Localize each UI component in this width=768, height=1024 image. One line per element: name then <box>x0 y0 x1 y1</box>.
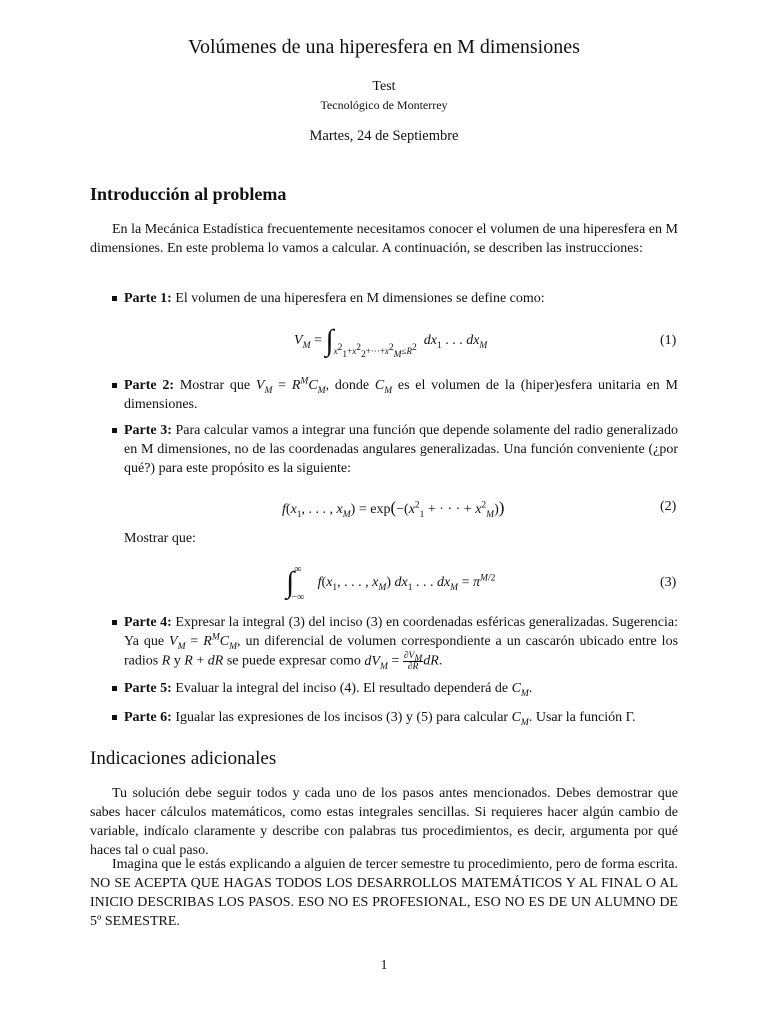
date: Martes, 24 de Septiembre <box>309 128 459 144</box>
author: Test <box>372 79 396 94</box>
bullet-icon <box>112 715 117 720</box>
list-item-parte-5: Parte 5: Evaluar la integral del inciso (4). El resultado dependerá de $C_M$. <box>124 679 678 698</box>
mostrar-que-text: Mostrar que: <box>124 531 196 546</box>
list-item-parte-2: Parte 2: Mostrar que $V_M = R^MC_M$, donde $C_M$ es el volumen de la (hiper)esfera unitaria en M dimensiones. <box>124 376 678 414</box>
part-label: Parte 1: <box>124 291 172 306</box>
list-item-parte-6: Parte 6: Igualar las expresiones de los incisos (3) y (5) para calcular $C_M$. Usar la función Γ. <box>124 708 678 727</box>
list-item-parte-4: Parte 4: Expresar la integral (3) del inciso (3) en coordenadas esféricas generalizadas. Sugerencia: Ya que $V_M = R^MC_M$, un diferencial de volumen correspondiente a un cascarón ubicado entre los radios R y R + dR se puede expresar como $dV_M$ = $\frac{\partial V_M}{\partial R}$ dR. <box>124 613 678 672</box>
fraction-dvm-dr: $\frac{\partial V_M}{\partial R}$ <box>403 651 423 672</box>
part-text: , donde <box>325 378 370 393</box>
part-text: Expresar la integral (3) del inciso (3) en coordenadas esféricas generalizadas. Sugerencia: Ya que <box>124 615 678 649</box>
intro-paragraph: En la Mecánica Estadística frecuentemente necesitamos conocer el volumen de una hiperesfera en M dimensiones. En este problema lo vamos a calcular. A continuación, se describen las instrucciones: <box>90 222 678 256</box>
equation-number-1: (1) <box>660 333 677 348</box>
list-item-parte-1 <box>124 289 678 308</box>
part-text: y <box>173 653 181 669</box>
section-heading-intro: Introducción al problema <box>90 184 287 204</box>
part-text: se puede expresar como <box>226 653 361 669</box>
bullet-icon <box>112 296 117 301</box>
indicaciones-paragraph-2: Imagina que le estás explicando a alguien de tercer semestre tu procedimiento, pero de forma escrita. NO SE ACEPTA QUE HAGAS TODOS LOS DESARROLLOS MATEMÁTICOS Y AL FINAL O AL INICIO DESCRIBAS LOS PASOS. ESO NO ES PROFESIONAL, ESO NO ES DE UN ALUMNO DE 5º SEMESTRE. <box>90 857 678 929</box>
part-text: Igualar las expresiones de los incisos (3) y (5) para calcular <box>175 710 509 725</box>
affiliation: Tecnológico de Monterrey <box>320 98 448 112</box>
part-text: , un diferencial de volumen correspondiente a un cascarón ubicado entre los radios <box>124 634 679 669</box>
part-text: Mostrar que <box>179 378 251 393</box>
part-text: Evaluar la integral del inciso (4). El resultado dependerá de <box>175 681 509 696</box>
page-number: 1 <box>380 958 388 973</box>
part-label: Parte 4: <box>124 615 172 630</box>
bullet-icon <box>112 686 117 691</box>
equation-number-3: (3) <box>660 575 677 590</box>
part-text: . Usar la función Γ. <box>528 710 636 725</box>
part-text: es el volumen de la (hiper)esfera unitaria en M dimensiones. <box>124 378 678 412</box>
equation-number-2: (2) <box>660 499 677 514</box>
equation-2: $f(x_1$, . . . , $x_M) = \exp(-(x^2_1$ + · · · + $x^2_M$)) <box>282 498 505 520</box>
part-text: Para calcular vamos a integrar una función que depende solamente del radio generalizado en M dimensiones, no de las coordenadas angulares generalizadas. Una función conveniente (¿por qué?) para este propósito es la siguiente: <box>124 423 679 476</box>
document-title: Volúmenes de una hiperesfera en M dimensiones <box>188 36 580 58</box>
bullet-icon <box>112 620 117 625</box>
section-heading-indicaciones: Indicaciones adicionales <box>90 748 277 769</box>
part-label: Parte 2: <box>124 378 175 393</box>
bullet-icon <box>112 383 117 388</box>
part-label: Parte 5: <box>124 681 172 696</box>
equation-1: $V_M = \int_{x^2_1+x^2_2+\cdot\cdot\cdot+x^2_M\le R^2}$ $dx_1$ . . . $dx_M$ <box>294 324 488 360</box>
indicaciones-paragraph-1: Tu solución debe seguir todos y cada uno de los pasos antes mencionados. Debes demostrar que sabes hacer cálculos matemáticos, como estas integrales sencillas. Si requieres hacer algún cambio de variable, indícalo claramente y describe con palabras tus procedimientos, es decir, argumenta por qué haces tal o cual paso. <box>90 786 678 858</box>
part-label: Parte 3: <box>124 423 172 438</box>
bullet-icon <box>112 428 117 433</box>
part-text: El volumen de una hiperesfera en M dimensiones se define como: <box>175 291 545 306</box>
equation-3: $\int^\infty_{-\infty}$ $f(x_1$, . . . , $x_M$) $dx_1$ . . . $dx_M = \pi^{M/2}$ <box>286 564 496 603</box>
list-item-parte-3 <box>124 421 678 478</box>
part-label: Parte 6: <box>124 710 172 725</box>
